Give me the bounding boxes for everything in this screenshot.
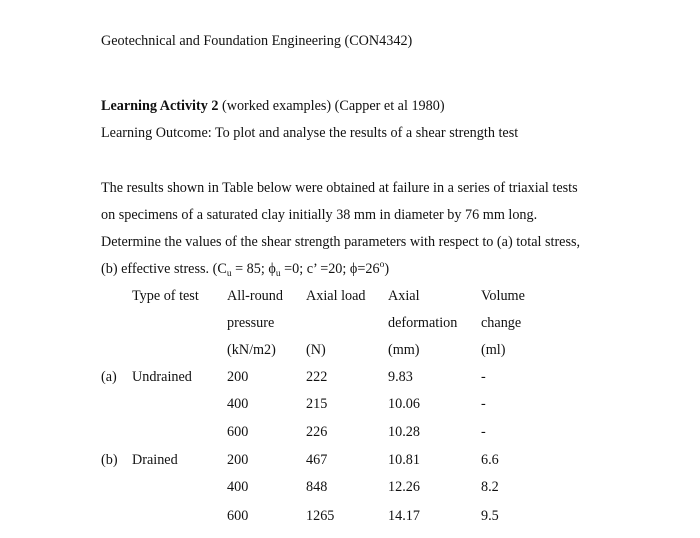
cell-volume: 9.5	[481, 508, 499, 524]
activity-heading	[101, 99, 445, 113]
cell-pressure: 200	[227, 452, 249, 468]
cell-deformation: 10.28	[388, 424, 420, 440]
course-title: Geotechnical and Foundation Engineering (CON4342)	[101, 33, 413, 49]
row-case-label: (a)	[101, 369, 117, 385]
header-volume-3: (ml)	[481, 342, 506, 358]
cell-pressure: 600	[227, 424, 249, 440]
header-type: Type of test	[132, 288, 199, 304]
cell-deformation: 14.17	[388, 508, 420, 524]
cell-load: 215	[306, 396, 328, 412]
header-deformation-1: Axial	[388, 288, 420, 304]
cell-volume: -	[481, 424, 486, 440]
header-pressure-1: All-round	[227, 288, 283, 304]
header-pressure-3: (kN/m2)	[227, 342, 276, 358]
row-case-label: (b)	[101, 452, 118, 468]
cell-volume: -	[481, 396, 486, 412]
activity-note: (worked examples) (Capper et al 1980)	[221, 98, 445, 114]
header-deformation-2: deformation	[388, 315, 458, 331]
row-test-type: Undrained	[132, 369, 192, 385]
header-load-1: Axial load	[306, 288, 366, 304]
cell-load: 1265	[306, 508, 335, 524]
problem-line-3: Determine the values of the shear strength parameters with respect to (a) total stress,	[101, 234, 581, 250]
cell-volume: 8.2	[481, 479, 499, 495]
cell-load: 467	[306, 452, 328, 468]
cell-pressure: 600	[227, 508, 249, 524]
cell-deformation: 10.81	[388, 452, 420, 468]
cell-deformation: 10.06	[388, 396, 420, 412]
row-test-type: Drained	[132, 452, 178, 468]
header-deformation-3: (mm)	[388, 342, 420, 358]
header-volume-1: Volume	[481, 288, 525, 304]
header-volume-2: change	[481, 315, 522, 331]
learning-outcome: Learning Outcome: To plot and analyse the results of a shear strength test	[101, 125, 519, 141]
header-load-3: (N)	[306, 342, 326, 358]
problem-parameters: (b) effective stress. ($C_u = 85$; $\phi_u =0$; c’ =20; $\phi=26^o$)	[101, 260, 390, 279]
cell-load: 848	[306, 479, 328, 495]
cell-pressure: 400	[227, 479, 249, 495]
cell-pressure: 400	[227, 396, 249, 412]
cell-deformation: 9.83	[388, 369, 413, 385]
cell-volume: -	[481, 369, 486, 385]
cell-volume: 6.6	[481, 452, 499, 468]
problem-line-2: on specimens of a saturated clay initially 38 mm in diameter by 76 mm long.	[101, 207, 538, 223]
cell-deformation: 12.26	[388, 479, 420, 495]
cell-pressure: 200	[227, 369, 249, 385]
cell-load: 226	[306, 424, 328, 440]
activity-label: Learning Activity 2	[101, 98, 219, 114]
cell-load: 222	[306, 369, 328, 385]
header-pressure-2: pressure	[227, 315, 275, 331]
problem-line-1: The results shown in Table below were obtained at failure in a series of triaxial tests	[101, 180, 578, 196]
